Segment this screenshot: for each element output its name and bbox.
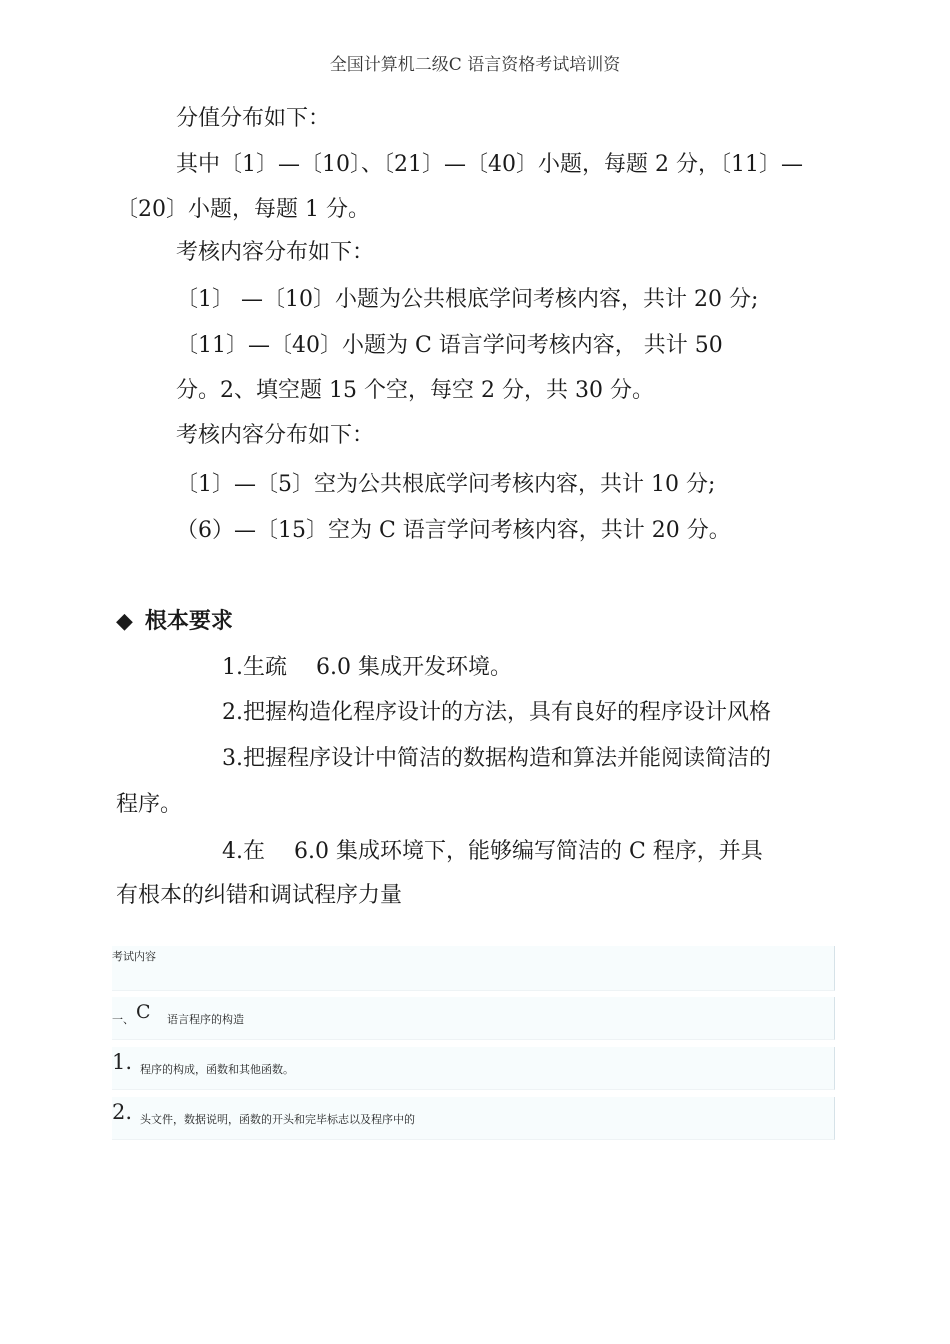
score-detail-line-cont: 〔20〕小题，每题 1 分。	[116, 197, 370, 222]
diamond-bullet-icon: ◆	[116, 609, 133, 634]
requirement-item-1: 1.生疏 6.0 集成开发环境。	[222, 655, 512, 680]
section1-prefix: 一、	[112, 1013, 134, 1026]
requirements-heading	[116, 604, 233, 635]
section1-text: 语言程序的构造	[167, 1013, 244, 1026]
public-basics-line: 〔1〕 —〔10〕小题为公共根底学问考核内容，共计 20 分;	[176, 287, 759, 312]
fill-public-line: 〔1〕—〔5〕空为公共根底学问考核内容，共计 10 分;	[176, 472, 716, 497]
exam-table-heading-row	[112, 946, 835, 991]
item1-number: 1.	[112, 1050, 133, 1074]
content-distribution-line: 考核内容分布如下：	[176, 240, 375, 265]
requirement-item-2: 2.把握构造化程序设计的方法，具有良好的程序设计风格	[222, 700, 771, 725]
item2-number: 2.	[112, 1100, 133, 1124]
requirement-item-3-cont: 程序。	[116, 792, 183, 817]
fill-c-line: （6）—〔15〕空为 C 语言学问考核内容，共计 20 分。	[176, 518, 731, 543]
fill-in-line: 分。2、填空题 15 个空，每空 2 分，共 30 分。	[176, 378, 654, 403]
content-distribution-line-2: 考核内容分布如下：	[176, 423, 375, 448]
section1-letter: C	[136, 1001, 151, 1023]
requirement-item-4: 4.在 6.0 集成环境下，能够编写简洁的 C 程序，并具	[222, 839, 763, 864]
requirement-item-4-cont: 有根本的纠错和调试程序力量	[116, 883, 403, 908]
score-distribution-line: 分值分布如下：	[176, 106, 331, 131]
requirements-title: 根本要求	[144, 609, 233, 634]
c-language-line: 〔11〕—〔40〕小题为 C 语言学问考核内容， 共计 50	[176, 333, 723, 358]
exam-table-section-row	[112, 997, 835, 1040]
item1-text: 程序的构成，函数和其他函数。	[140, 1063, 294, 1076]
item2-text: 头文件，数据说明，函数的开头和完毕标志以及程序中的	[140, 1113, 415, 1126]
exam-table-item-row-1	[112, 1047, 835, 1090]
requirement-item-3: 3.把握程序设计中简洁的数据构造和算法并能阅读简洁的	[222, 746, 771, 771]
exam-table-item-row-2	[112, 1097, 835, 1140]
score-detail-line: 其中〔1〕—〔10〕、〔21〕—〔40〕小题，每题 2 分，〔11〕—	[176, 152, 803, 177]
page-header: 全国计算机二级C 语言资格考试培训资	[329, 55, 621, 75]
exam-table-heading: 考试内容	[112, 950, 156, 963]
